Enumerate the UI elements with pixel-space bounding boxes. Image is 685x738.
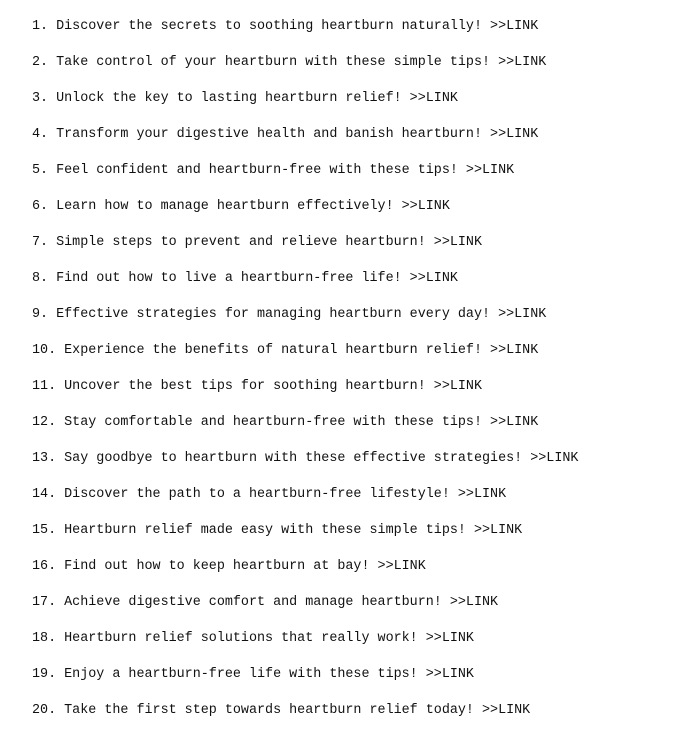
- list-item: 16. Find out how to keep heartburn at bay! >>LINK: [32, 559, 426, 574]
- list-item: 17. Achieve digestive comfort and manage heartburn! >>LINK: [32, 595, 499, 610]
- list-item: 13. Say goodbye to heartburn with these effective strategies! >>LINK: [32, 451, 579, 466]
- list-item: 2. Take control of your heartburn with these simple tips! >>LINK: [32, 55, 547, 70]
- list-item: 18. Heartburn relief solutions that really work! >>LINK: [32, 631, 474, 646]
- list-item: 1. Discover the secrets to soothing heartburn naturally! >>LINK: [32, 19, 539, 34]
- list-item: 19. Enjoy a heartburn-free life with these tips! >>LINK: [32, 667, 474, 682]
- list-item: 7. Simple steps to prevent and relieve heartburn! >>LINK: [32, 235, 482, 250]
- list-item: 8. Find out how to live a heartburn-free life! >>LINK: [32, 271, 458, 286]
- list-item: 12. Stay comfortable and heartburn-free with these tips! >>LINK: [32, 415, 539, 430]
- list-item: 14. Discover the path to a heartburn-free lifestyle! >>LINK: [32, 487, 507, 502]
- list-item: 10. Experience the benefits of natural heartburn relief! >>LINK: [32, 343, 539, 358]
- list-item: 4. Transform your digestive health and banish heartburn! >>LINK: [32, 127, 539, 142]
- list-item: 5. Feel confident and heartburn-free with these tips! >>LINK: [32, 163, 515, 178]
- list-item: 6. Learn how to manage heartburn effectively! >>LINK: [32, 199, 450, 214]
- list-item: 15. Heartburn relief made easy with these simple tips! >>LINK: [32, 523, 523, 538]
- list-item: 20. Take the first step towards heartburn relief today! >>LINK: [32, 703, 531, 718]
- list-item: 3. Unlock the key to lasting heartburn relief! >>LINK: [32, 91, 458, 106]
- numbered-list: [32, 16, 672, 736]
- list-item: 9. Effective strategies for managing heartburn every day! >>LINK: [32, 307, 547, 322]
- list-item: 11. Uncover the best tips for soothing heartburn! >>LINK: [32, 379, 482, 394]
